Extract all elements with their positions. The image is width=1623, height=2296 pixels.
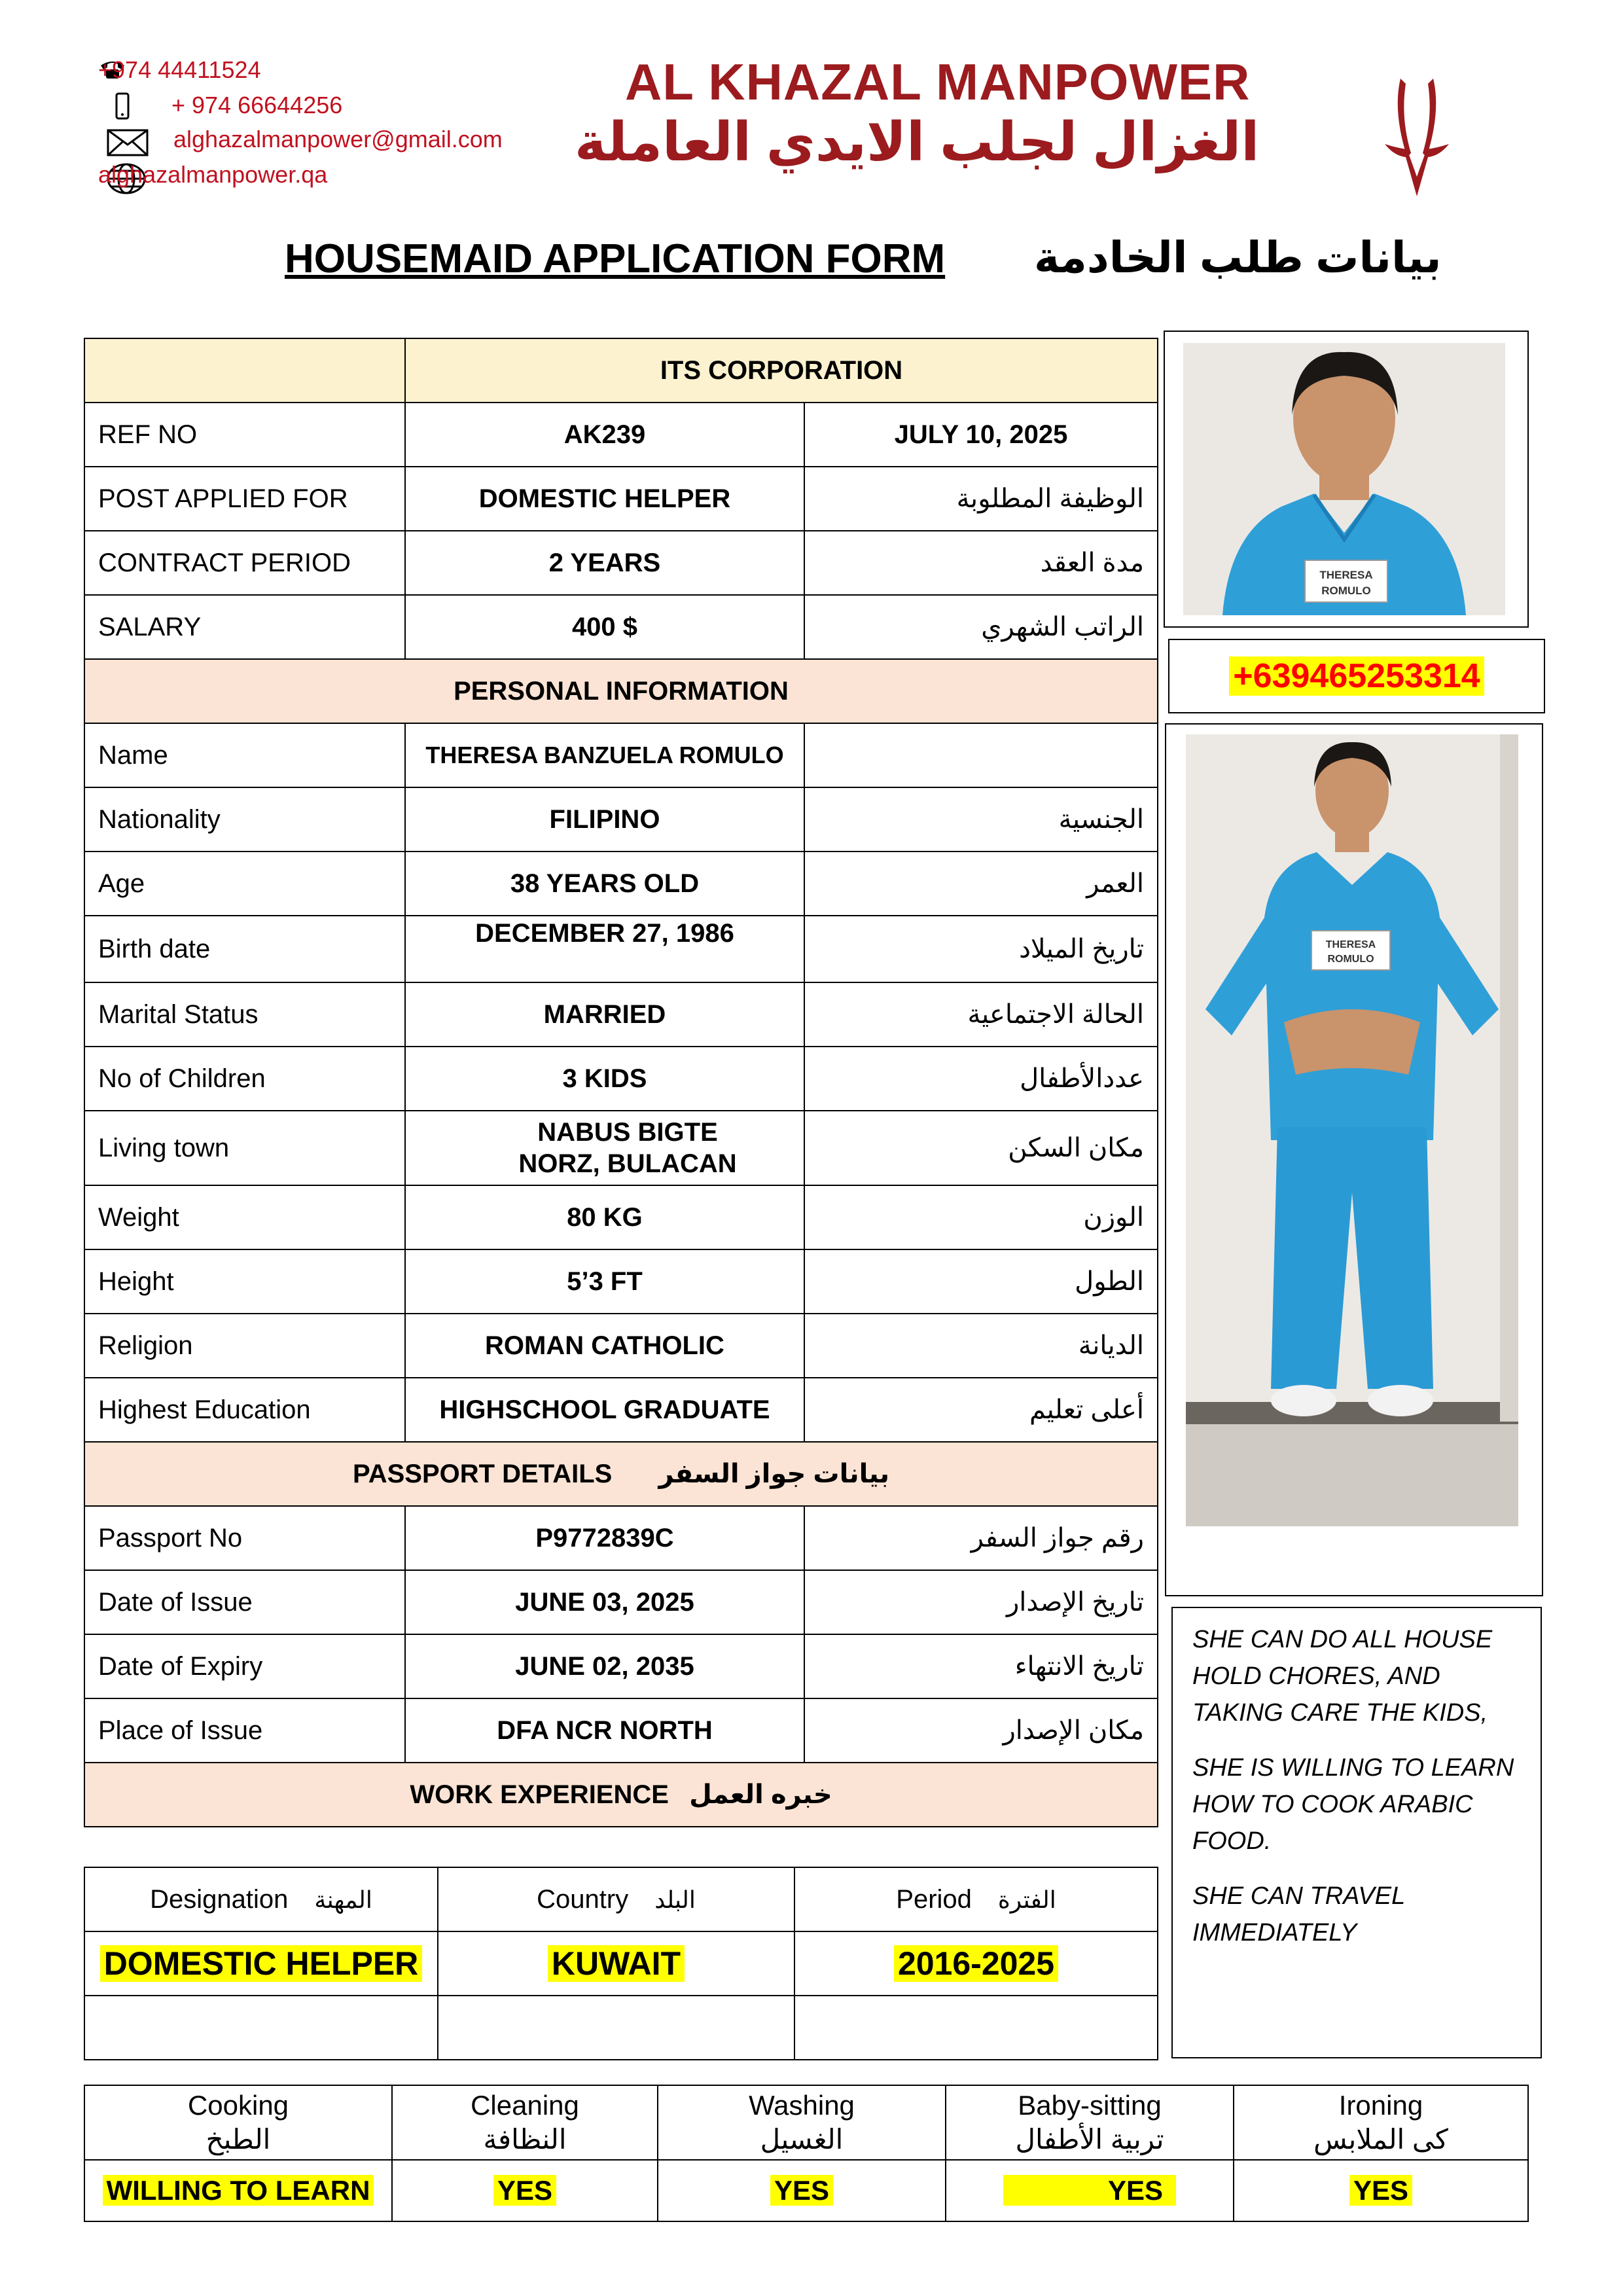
passport-no-label-ar: رقم جواز السفر xyxy=(804,1506,1158,1570)
salary-label-ar: الراتب الشهري xyxy=(804,595,1158,659)
agency-name: ITS CORPORATION xyxy=(405,338,1158,403)
badge-line1: THERESA xyxy=(1319,569,1373,581)
work-country: KUWAIT xyxy=(548,1945,685,1982)
ref-value: AK239 xyxy=(405,403,804,467)
work-col-period: Period الفترة xyxy=(794,1867,1158,1931)
post-label-ar: الوظيفة المطلوبة xyxy=(804,467,1158,531)
birthdate-label-ar: تاريخ الميلاد xyxy=(804,916,1158,982)
badge-line1-full: THERESA xyxy=(1325,939,1376,950)
fullbody-photo xyxy=(1186,734,1518,1526)
work-col-country: Country البلد xyxy=(438,1867,794,1931)
agency-row xyxy=(84,338,1158,403)
living-town-value: NABUS BIGTE NORZ, BULACAN xyxy=(405,1111,804,1185)
table-row xyxy=(84,403,1158,467)
ref-date: JULY 10, 2025 xyxy=(804,403,1158,467)
birthdate-value: DECEMBER 27, 1986 xyxy=(405,916,804,982)
personal-info-header: PERSONAL INFORMATION xyxy=(84,659,1158,723)
children-value: 3 KIDS xyxy=(405,1047,804,1111)
skill-ironing: Ironing کی الملابس xyxy=(1234,2085,1528,2160)
phone-landline[interactable]: +974 44411524 xyxy=(98,56,261,83)
skill-ironing-value: YES xyxy=(1349,2175,1412,2206)
skills-table xyxy=(84,2085,1529,2222)
contract-label: CONTRACT PERIOD xyxy=(84,531,405,595)
website-link[interactable]: alghazalmanpower.qa xyxy=(98,161,328,188)
table-row xyxy=(84,1111,1158,1185)
religion-label-ar: الديانة xyxy=(804,1314,1158,1378)
weight-label: Weight xyxy=(84,1185,405,1249)
envelope-icon xyxy=(106,128,149,157)
form-title-ar: بيانات طلب الخادمة xyxy=(1034,233,1442,281)
table-row xyxy=(84,1634,1158,1698)
issue-date-label-ar: تاريخ الإصدار xyxy=(804,1570,1158,1634)
work-col-designation: Designation المهنة xyxy=(84,1867,438,1931)
ref-label: REF NO xyxy=(84,403,405,467)
age-label: Age xyxy=(84,852,405,916)
work-columns-row xyxy=(84,1867,1158,1931)
note-item: SHE IS WILLING TO LEARN HOW TO COOK ARABIC FOOD. xyxy=(1192,1754,1514,1855)
skill-cleaning-value: YES xyxy=(493,2175,556,2206)
post-value: DOMESTIC HELPER xyxy=(405,467,804,531)
name-value: THERESA BANZUELA ROMULO xyxy=(405,723,804,787)
table-row xyxy=(84,1378,1158,1442)
height-value: 5’3 FT xyxy=(405,1249,804,1314)
work-row xyxy=(84,1931,1158,1996)
table-row xyxy=(84,1185,1158,1249)
table-row xyxy=(84,531,1158,595)
table-row xyxy=(84,1249,1158,1314)
expiry-date-label-ar: تاريخ الانتهاء xyxy=(804,1634,1158,1698)
badge-line2: ROMULO xyxy=(1321,584,1371,597)
children-label-ar: عددالأطفال xyxy=(804,1047,1158,1111)
name-label: Name xyxy=(84,723,405,787)
passport-header: PASSPORT DETAILS بيانات جواز السفر xyxy=(84,1442,1158,1506)
skills-header-row xyxy=(84,2085,1528,2160)
candidate-phone[interactable]: +639465253314 xyxy=(1229,656,1484,696)
place-of-issue-value: DFA NCR NORTH xyxy=(405,1698,804,1763)
work-experience-header: WORK EXPERIENCE خبره العمل xyxy=(84,1763,1158,1827)
place-of-issue-label-ar: مكان الإصدار xyxy=(804,1698,1158,1763)
weight-label-ar: الوزن xyxy=(804,1185,1158,1249)
height-label: Height xyxy=(84,1249,405,1314)
age-label-ar: العمر xyxy=(804,852,1158,916)
table-row xyxy=(84,1047,1158,1111)
form-title: HOUSEMAID APPLICATION FORM xyxy=(285,236,946,281)
skills-value-row xyxy=(84,2160,1528,2221)
table-row xyxy=(84,916,1158,982)
work-designation: DOMESTIC HELPER xyxy=(100,1945,423,1982)
candidate-phone-box xyxy=(1168,639,1545,713)
table-row xyxy=(84,1314,1158,1378)
table-row xyxy=(84,982,1158,1047)
skill-washing-value: YES xyxy=(770,2175,833,2206)
passport-no-label: Passport No xyxy=(84,1506,405,1570)
salary-value: 400 $ xyxy=(405,595,804,659)
phone-mobile[interactable]: + 974 66644256 xyxy=(171,92,343,118)
religion-value: ROMAN CATHOLIC xyxy=(405,1314,804,1378)
skill-cooking-value: WILLING TO LEARN xyxy=(103,2175,374,2206)
company-name-ar: الغزال لجلب الايدي العاملة xyxy=(575,113,1260,172)
salary-label: SALARY xyxy=(84,595,405,659)
candidate-notes xyxy=(1171,1607,1542,2058)
education-label-ar: أعلى تعليم xyxy=(804,1378,1158,1442)
marital-label: Marital Status xyxy=(84,982,405,1047)
marital-value: MARRIED xyxy=(405,982,804,1047)
age-value: 38 YEARS OLD xyxy=(405,852,804,916)
nationality-label: Nationality xyxy=(84,787,405,852)
religion-label: Religion xyxy=(84,1314,405,1378)
skill-babysitting: Baby-sitting تربية الأطفال xyxy=(946,2085,1234,2160)
passport-no-value: P9772839C xyxy=(405,1506,804,1570)
issue-date-value: JUNE 03, 2025 xyxy=(405,1570,804,1634)
note-item: SHE CAN TRAVEL IMMEDIATELY xyxy=(1192,1882,1405,1946)
weight-value: 80 KG xyxy=(405,1185,804,1249)
table-row xyxy=(84,595,1158,659)
children-label: No of Children xyxy=(84,1047,405,1111)
living-town-label: Living town xyxy=(84,1111,405,1185)
skill-cleaning: Cleaning النظافة xyxy=(392,2085,658,2160)
skill-cooking: Cooking الطبخ xyxy=(84,2085,392,2160)
nationality-value: FILIPINO xyxy=(405,787,804,852)
section-header xyxy=(84,659,1158,723)
application-table xyxy=(84,338,1158,1827)
contract-value: 2 YEARS xyxy=(405,531,804,595)
nationality-label-ar: الجنسية xyxy=(804,787,1158,852)
mobile-icon xyxy=(115,92,130,120)
email-link[interactable]: alghazalmanpower@gmail.com xyxy=(173,126,503,152)
table-row xyxy=(84,1570,1158,1634)
work-row-empty xyxy=(84,1996,1158,2060)
company-name-en: AL KHAZAL MANPOWER xyxy=(625,53,1251,111)
education-label: Highest Education xyxy=(84,1378,405,1442)
badge-line2-full: ROMULO xyxy=(1327,954,1374,965)
table-row xyxy=(84,852,1158,916)
birthdate-label: Birth date xyxy=(84,916,405,982)
expiry-date-label: Date of Expiry xyxy=(84,1634,405,1698)
marital-label-ar: الحالة الاجتماعية xyxy=(804,982,1158,1047)
note-item: SHE CAN DO ALL HOUSE HOLD CHORES, AND TAKING CARE THE KIDS, xyxy=(1192,1626,1493,1727)
education-value: HIGHSCHOOL GRADUATE xyxy=(405,1378,804,1442)
section-header xyxy=(84,1442,1158,1506)
skill-washing: Washing الغسيل xyxy=(658,2085,946,2160)
post-label: POST APPLIED FOR xyxy=(84,467,405,531)
section-header xyxy=(84,1763,1158,1827)
work-experience-table xyxy=(84,1867,1158,2060)
height-label-ar: الطول xyxy=(804,1249,1158,1314)
portrait-photo xyxy=(1183,343,1505,615)
place-of-issue-label: Place of Issue xyxy=(84,1698,405,1763)
table-row xyxy=(84,467,1158,531)
table-row xyxy=(84,787,1158,852)
contract-label-ar: مدة العقد xyxy=(804,531,1158,595)
table-row xyxy=(84,1506,1158,1570)
expiry-date-value: JUNE 02, 2035 xyxy=(405,1634,804,1698)
table-row xyxy=(84,723,1158,787)
gazelle-logo xyxy=(1381,72,1453,206)
table-row xyxy=(84,1698,1158,1763)
issue-date-label: Date of Issue xyxy=(84,1570,405,1634)
skill-babysitting-value: YES xyxy=(1003,2175,1176,2206)
living-town-label-ar: مكان السكن xyxy=(804,1111,1158,1185)
work-period: 2016-2025 xyxy=(894,1945,1058,1982)
